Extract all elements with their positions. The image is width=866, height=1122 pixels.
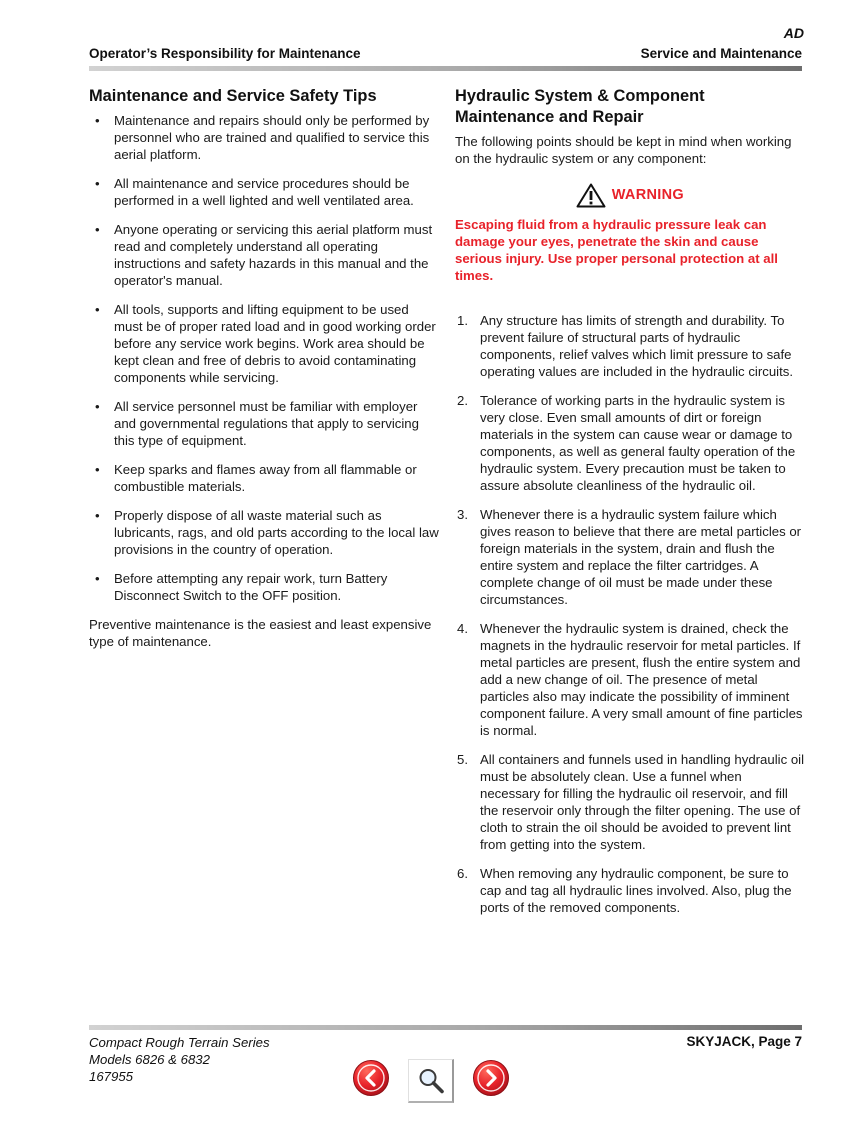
chevron-right-icon: [472, 1059, 510, 1097]
hydraulic-heading: [455, 86, 805, 128]
hydraulic-heading-line2: Maintenance and Repair: [455, 108, 644, 126]
list-item: [89, 112, 439, 163]
footer-series: Compact Rough Terrain Series: [89, 1035, 270, 1050]
step-number: 2.: [457, 393, 468, 408]
footer-models: Models 6826 & 6832: [89, 1052, 210, 1067]
bullet-icon: •: [95, 222, 100, 237]
safety-tips-heading: Maintenance and Service Safety Tips: [89, 87, 377, 105]
step-number: 6.: [457, 866, 468, 881]
list-item-text: Keep sparks and flames away from all flammable or combustible materials.: [114, 462, 417, 494]
previous-page-button[interactable]: [352, 1059, 390, 1102]
step-text: When removing any hydraulic component, be sure to cap and tag all hydraulic lines involved. Also, plug the ports of the removed components.: [480, 866, 792, 915]
search-button[interactable]: [408, 1059, 454, 1103]
step-text: Whenever there is a hydraulic system failure which gives reason to believe that there are metal particles or foreign materials in the system, drain and flush the entire system and replace the filter cartridges. A complete change of oil must be made under these circumstances.: [480, 507, 802, 607]
list-item: [89, 507, 439, 558]
list-item-text: All tools, supports and lifting equipment to be used must be of proper rated load and in good working order before any service work begins. Work area should be kept clean and free of debris to avoid contaminating components while servicing.: [114, 302, 436, 385]
list-item: [455, 506, 805, 608]
list-item: [455, 620, 805, 739]
step-number: 1.: [457, 313, 468, 328]
footer-part-number: 167955: [89, 1069, 134, 1084]
list-item-text: Anyone operating or servicing this aerial platform must read and completely understand all operating instructions and safety hazards in this manual and the operator's manual.: [114, 222, 433, 288]
list-item: [89, 570, 439, 604]
hydraulic-heading-line1: Hydraulic System & Component: [455, 87, 705, 105]
warning-triangle-icon: [576, 183, 606, 208]
right-column: [455, 86, 805, 928]
list-item: [89, 461, 439, 495]
step-text: Any structure has limits of strength and durability. To prevent failure of structural parts of hydraulic components, relief valves which limit pressure to safe operating values are included in the hydraulic circuits.: [480, 313, 794, 379]
warning-header: [455, 183, 805, 209]
chevron-left-icon: [352, 1059, 390, 1097]
search-button-frame: [408, 1059, 454, 1103]
warning-text: Escaping fluid from a hydraulic pressure leak can damage your eyes, penetrate the skin and cause serious injury. Use proper personal protection at all times.: [455, 217, 778, 283]
bullet-icon: •: [95, 508, 100, 523]
list-item: [455, 751, 805, 853]
list-item: [89, 175, 439, 209]
list-item-text: All maintenance and service procedures should be performed in a well lighted and well ventilated area.: [114, 176, 414, 208]
header-chapter-title: Service and Maintenance: [640, 46, 802, 61]
step-number: 5.: [457, 752, 468, 767]
step-number: 3.: [457, 507, 468, 522]
next-page-button[interactable]: [472, 1059, 510, 1102]
bullet-icon: •: [95, 399, 100, 414]
list-item-text: All service personnel must be familiar with employer and governmental regulations that apply to servicing this type of equipment.: [114, 399, 419, 448]
step-text: Tolerance of working parts in the hydraulic system is very close. Even small amounts of dirt or foreign materials in the system can cause wear or damage to components, as well as general faulty operation of the hydraulic system. Every precaution must be taken to assure absolute cleanliness of the hydraulic oil.: [480, 393, 796, 493]
bullet-icon: •: [95, 571, 100, 586]
header-section-title: Operator’s Responsibility for Maintenance: [89, 46, 361, 61]
safety-tips-list: [89, 112, 439, 604]
footer-publication-info: [89, 1034, 270, 1085]
bullet-icon: •: [95, 302, 100, 317]
magnifier-icon: [416, 1066, 446, 1096]
step-text: All containers and funnels used in handling hydraulic oil must be absolutely clean. Use a funnel when necessary for filling the hydraulic oil reservoir, and fill the reservoir only through the filter opening. The use of cloth to strain the oil should be avoided to prevent lint from getting into the system.: [480, 752, 805, 852]
list-item: [89, 301, 439, 386]
warning-label: WARNING: [611, 187, 684, 203]
step-text: Whenever the hydraulic system is drained, check the magnets in the hydraulic reservoir for metal particles. If metal particles are present, flush the entire system and add a new change of oil. The presence of metal particles also may indicate the possibility of imminent component failure. A very small amount of fine particles is normal.: [480, 621, 803, 738]
list-item-text: Before attempting any repair work, turn Battery Disconnect Switch to the OFF position.: [114, 571, 388, 603]
footer-page-number: SKYJACK, Page 7: [686, 1034, 802, 1049]
bullet-icon: •: [95, 176, 100, 191]
bullet-icon: •: [95, 113, 100, 128]
header-code: AD: [783, 25, 804, 41]
list-item: [89, 221, 439, 289]
intro-paragraph: The following points should be kept in mind when working on the hydraulic system or any component:: [455, 134, 792, 166]
list-item: [455, 865, 805, 916]
list-item-text: Maintenance and repairs should only be performed by personnel who are trained and qualified to service this aerial platform.: [114, 113, 430, 162]
left-column: [89, 86, 439, 650]
closing-paragraph: Preventive maintenance is the easiest and least expensive type of maintenance.: [89, 617, 432, 649]
bullet-icon: •: [95, 462, 100, 477]
hydraulic-steps-list: [455, 312, 805, 916]
header-rule: [89, 66, 802, 71]
footer-rule: [89, 1025, 802, 1030]
list-item: [455, 392, 805, 494]
list-item: [455, 312, 805, 380]
list-item-text: Properly dispose of all waste material such as lubricants, rags, and old parts according to the local law provisions in the country of operation.: [114, 508, 439, 557]
list-item: [89, 398, 439, 449]
step-number: 4.: [457, 621, 468, 636]
